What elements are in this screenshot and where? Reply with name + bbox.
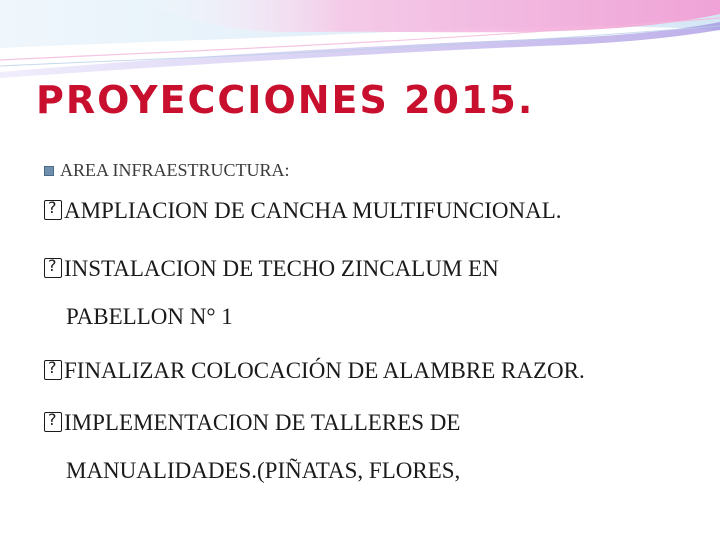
slide-title: PROYECCIONES 2015. bbox=[36, 78, 535, 122]
missing-glyph-box-icon bbox=[44, 360, 62, 380]
section-heading bbox=[44, 160, 290, 181]
missing-glyph-box-icon bbox=[44, 412, 62, 432]
list-item-text: INSTALACION DE TECHO ZINCALUM EN bbox=[64, 256, 499, 281]
section-heading-text: AREA INFRAESTRUCTURA: bbox=[60, 160, 290, 180]
missing-glyph-box-icon bbox=[44, 200, 62, 220]
missing-glyph-box-icon bbox=[44, 258, 62, 278]
list-item bbox=[44, 256, 499, 282]
list-item bbox=[44, 198, 562, 224]
list-item-text: FINALIZAR COLOCACIÓN DE ALAMBRE RAZOR. bbox=[64, 358, 585, 383]
list-item-continuation: PABELLON N° 1 bbox=[66, 304, 233, 329]
list-item-continuation: MANUALIDADES.(PIÑATAS, FLORES, bbox=[66, 458, 461, 483]
list-item bbox=[44, 358, 585, 384]
list-item bbox=[44, 410, 460, 436]
list-item-text: IMPLEMENTACION DE TALLERES DE bbox=[64, 410, 461, 435]
square-bullet-icon bbox=[44, 166, 54, 176]
list-item-text: AMPLIACION DE CANCHA MULTIFUNCIONAL. bbox=[64, 198, 562, 223]
